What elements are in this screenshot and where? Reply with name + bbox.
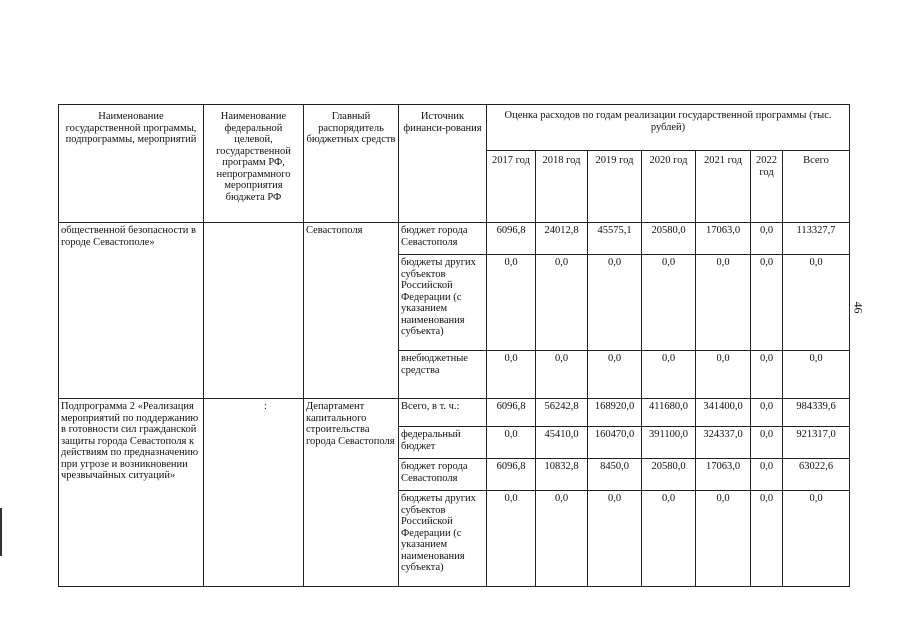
value-cell: 0,0: [487, 255, 536, 351]
value-cell: 0,0: [696, 255, 751, 351]
value-cell: 0,0: [783, 491, 850, 587]
value-cell: 0,0: [783, 255, 850, 351]
value-cell: 324337,0: [696, 427, 751, 459]
value-cell: 0,0: [487, 491, 536, 587]
value-cell: 0,0: [536, 351, 588, 399]
value-cell: 24012,8: [536, 223, 588, 255]
value-cell: 17063,0: [696, 223, 751, 255]
value-cell: 20580,0: [642, 459, 696, 491]
value-cell: 0,0: [642, 491, 696, 587]
value-cell: 63022,6: [783, 459, 850, 491]
value-cell: 0,0: [696, 351, 751, 399]
value-cell: 411680,0: [642, 399, 696, 427]
block1-manager: Севастополя: [304, 223, 399, 399]
value-cell: 0,0: [783, 351, 850, 399]
header-estimate: Оценка расходов по годам реализации государственной программы (тыс. рублей): [487, 105, 850, 151]
value-cell: 6096,8: [487, 459, 536, 491]
source-cell: федеральный бюджет: [399, 427, 487, 459]
value-cell: 921317,0: [783, 427, 850, 459]
block2-program: :: [204, 399, 304, 587]
value-cell: 0,0: [588, 351, 642, 399]
value-cell: 56242,8: [536, 399, 588, 427]
value-cell: 10832,8: [536, 459, 588, 491]
source-cell: бюджеты других субъектов Российской Федерации (с указанием наименования субъекта): [399, 255, 487, 351]
value-cell: 0,0: [751, 427, 783, 459]
value-cell: 984339,6: [783, 399, 850, 427]
header-year-2019: 2019 год: [588, 151, 642, 223]
header-year-2022: 2022 год: [751, 151, 783, 223]
value-cell: 0,0: [751, 255, 783, 351]
value-cell: 0,0: [642, 255, 696, 351]
value-cell: 0,0: [751, 351, 783, 399]
value-cell: 0,0: [588, 255, 642, 351]
value-cell: 113327,7: [783, 223, 850, 255]
block2-manager: Департамент капитального строительства города Севастополя: [304, 399, 399, 587]
header-year-2017: 2017 год: [487, 151, 536, 223]
value-cell: 8450,0: [588, 459, 642, 491]
table-row: [59, 399, 850, 427]
header-total: Всего: [783, 151, 850, 223]
value-cell: 341400,0: [696, 399, 751, 427]
source-cell: бюджет города Севастополя: [399, 223, 487, 255]
value-cell: 0,0: [696, 491, 751, 587]
block2-name: Подпрограмма 2 «Реализация мероприятий по поддержанию в готовности сил гражданской защиты города Севастополя к действиям по предназначению при угрозе и возникновении чрезвычайных ситуаций»: [59, 399, 204, 587]
value-cell: 0,0: [487, 427, 536, 459]
value-cell: 6096,8: [487, 399, 536, 427]
header-program: Наименование федеральной целевой, государственной программ РФ, непрограммного мероприятия бюджета РФ: [204, 105, 304, 223]
source-cell: бюджеты других субъектов Российской Федерации (с указанием наименования субъекта): [399, 491, 487, 587]
page-number: 46: [851, 301, 866, 314]
header-year-2018: 2018 год: [536, 151, 588, 223]
value-cell: 168920,0: [588, 399, 642, 427]
value-cell: 0,0: [751, 399, 783, 427]
value-cell: 17063,0: [696, 459, 751, 491]
source-cell: Всего, в т. ч.:: [399, 399, 487, 427]
block1-program: [204, 223, 304, 399]
header-year-2020: 2020 год: [642, 151, 696, 223]
scan-edge-mark: [0, 508, 2, 556]
source-cell: внебюджетные средства: [399, 351, 487, 399]
value-cell: 0,0: [536, 255, 588, 351]
value-cell: 0,0: [536, 491, 588, 587]
budget-table: [58, 104, 850, 587]
header-year-2021: 2021 год: [696, 151, 751, 223]
value-cell: 160470,0: [588, 427, 642, 459]
value-cell: 45410,0: [536, 427, 588, 459]
header-row-1: [59, 105, 850, 151]
value-cell: 45575,1: [588, 223, 642, 255]
source-cell: бюджет города Севастополя: [399, 459, 487, 491]
value-cell: 0,0: [487, 351, 536, 399]
block1-name: общественной безопасности в городе Севастополе»: [59, 223, 204, 399]
header-manager: Главный распорядитель бюджетных средств: [304, 105, 399, 223]
header-name: Наименование государственной программы, подпрограммы, мероприятий: [59, 105, 204, 223]
value-cell: 391100,0: [642, 427, 696, 459]
value-cell: 0,0: [751, 223, 783, 255]
value-cell: 20580,0: [642, 223, 696, 255]
value-cell: 0,0: [751, 491, 783, 587]
table-row: [59, 223, 850, 255]
value-cell: 0,0: [642, 351, 696, 399]
value-cell: 0,0: [751, 459, 783, 491]
header-source: Источник финанси-рования: [399, 105, 487, 223]
value-cell: 0,0: [588, 491, 642, 587]
value-cell: 6096,8: [487, 223, 536, 255]
